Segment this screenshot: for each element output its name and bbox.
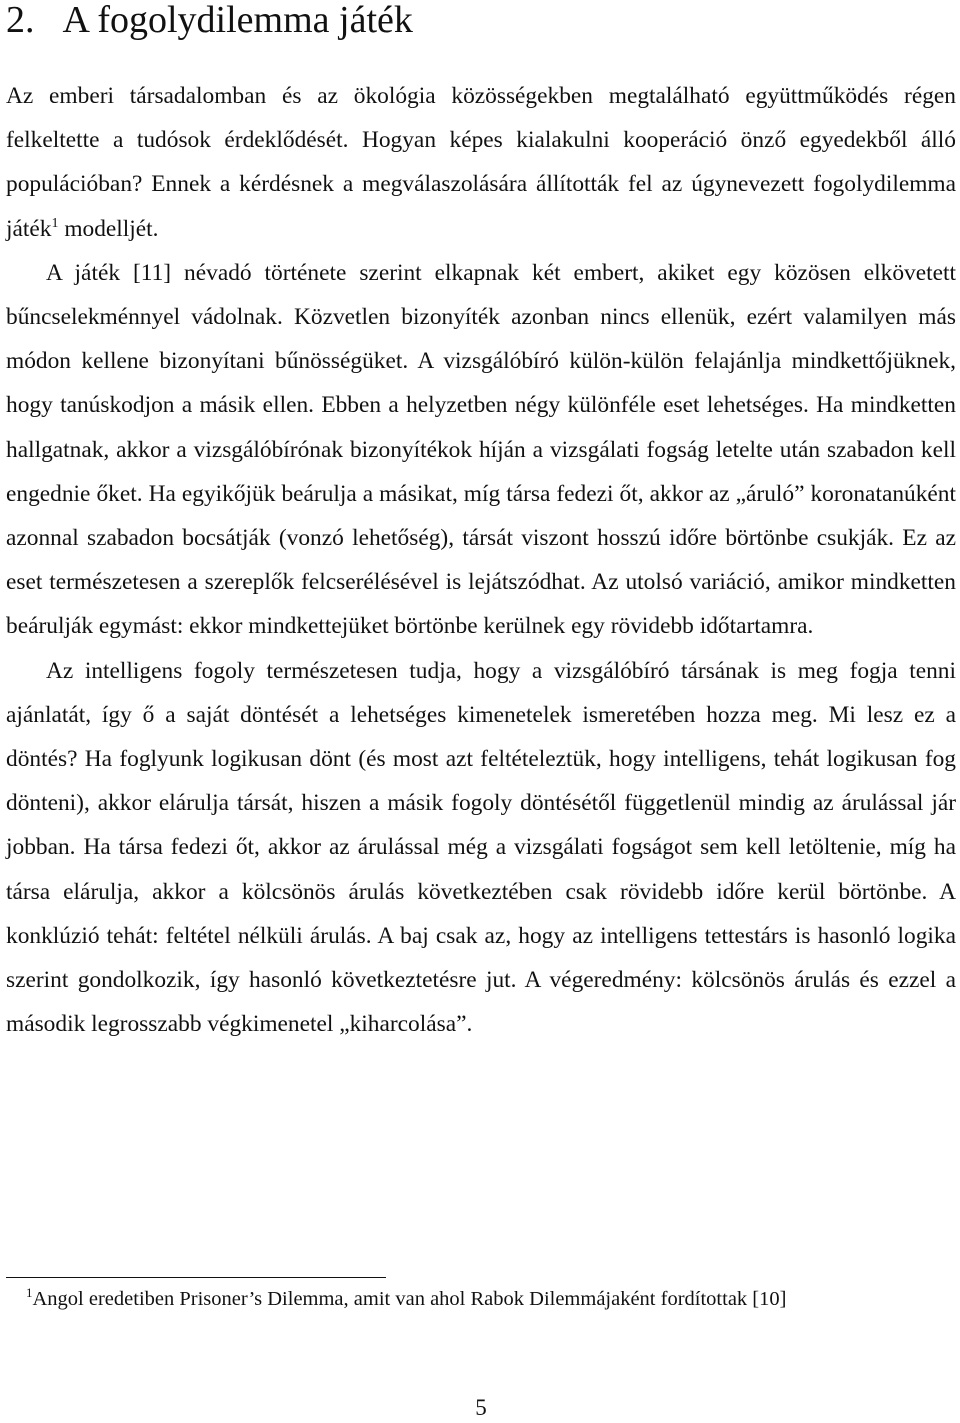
paragraph-1-tail: modelljét. — [58, 215, 159, 242]
paragraph-2: A játék [11] névadó története szerint elkapnak két embert, akiket egy közösen elkövetett bűncselekménnyel vádolnak. Közvetlen bizonyíték azonban nincs ellenük, ezért valamilyen más módon kellene bizonyítani bűnösségüket. A vizsgálóbíró külön-külön felajánlja mindkettőjüknek, hogy tanúskodjon a másik ellen. Ebben a helyzetben négy különféle eset lehetséges. Ha mindketten hallgatnak, akkor a vizsgálóbírónak bizonyítékok híján a vizsgálati fogság letelte után szabadon kell engednie őket. Ha egyikőjük beárulja a másikat, míg társa fedezi őt, akkor az „áruló” koronatanúként azonnal szabadon bocsátják (vonzó lehetőség), társát viszont hosszú időre börtönbe csukják. Ez az eset természetesen a szereplők felcserélésével is lejátszódhat. Az utolsó variáció, amikor mindketten beárulják egymást: ekkor mindkettejüket börtönbe kerülnek egy rövidebb időtartamra. — [6, 259, 956, 640]
body-text — [6, 74, 956, 1046]
footnote-text: Angol eredetiben Prisoner’s Dilemma, amit van ahol Rabok Dilemmájaként fordítottak [10] — [32, 1288, 787, 1310]
footnote — [6, 1282, 956, 1317]
footnote-mark: 1 — [26, 1285, 33, 1300]
footnote-divider — [6, 1277, 386, 1278]
paragraph-1-text: Az emberi társadalomban és az ökológia közösségekben megtalálható együttműködés régen felkeltette a tudósok érdeklődését. Hogyan képes kialakulni kooperáció önző egyedekből álló populációban? Ennek a kérdésnek a megválaszolására állították fel az úgynevezett fogolydilemma játék — [6, 83, 956, 242]
footnote-reference[interactable]: 1 — [51, 215, 59, 231]
page-number: 5 — [475, 1395, 487, 1420]
section-heading — [6, 0, 413, 40]
section-title: A fogolydilemma játék — [62, 0, 413, 41]
section-number: 2. — [6, 0, 35, 41]
paragraph-3: Az intelligens fogoly természetesen tudja, hogy a vizsgálóbíró társának is meg fogja tenni ajánlatát, így ő a saját döntését a lehetséges kimenetelek ismeretében hozza meg. Mi lesz ez a döntés? Ha foglyunk logikusan dönt (és most azt feltételeztük, hogy intelligens, tehát logikusan fog dönteni), akkor elárulja társát, hiszen a másik fogoly döntésétől függetlenül mindig az árulással jár jobban. Ha társa fedezi őt, akkor az árulással még a vizsgálati fogságot sem kell letöltenie, míg ha társa elárulja, akkor a kölcsönös árulás következtében csak rövidebb időre kerül börtönbe. A konklúzió tehát: feltétel nélküli árulás. A baj csak az, hogy az intelligens tettestárs is hasonló logika szerint gondolkozik, így hasonló következtetésre jut. A végeredmény: kölcsönös árulás és ezzel a második legrosszabb végkimenetel „kiharcolása”. — [6, 657, 956, 1038]
paragraph-1 — [6, 74, 956, 251]
